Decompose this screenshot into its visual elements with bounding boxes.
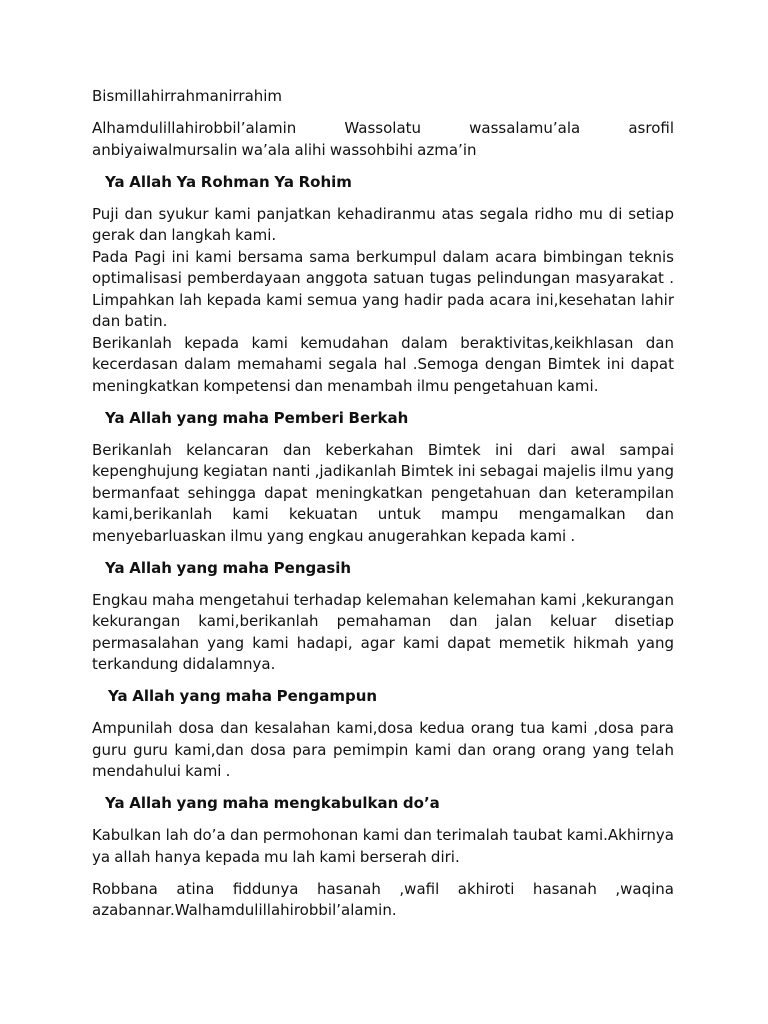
section-heading: Ya Allah yang maha mengkabulkan do’a — [105, 794, 440, 812]
body-paragraph: Engkau maha mengetahui terhadap kelemahan kelemahan kami ,kekurangan kekurangan kami,berikanlah pemahaman dan jalan keluar disetiap permasalahan yang kami hadapi, agar kami dapat memetik hikmah yang terkandung didalamnya. — [92, 590, 674, 673]
opening-line: Bismillahirrahmanirrahim — [92, 87, 283, 105]
section-heading: Ya Allah yang maha Pemberi Berkah — [105, 408, 409, 427]
body-paragraph: Berikanlah kelancaran dan keberkahan Bimtek ini dari awal sampai kepenghujung kegiatan nanti ,jadikanlah Bimtek ini sebagai majelis ilmu yang bermanfaat sehingga dapat meningkatkan pengetahuan dan keterampilan kami,berikanlah kami kekuatan untuk mampu mengamalkan dan menyebarluaskan ilmu yang engkau anugerahkan kepada kami . — [92, 440, 674, 545]
section-heading: Ya Allah Ya Rohman Ya Rohim — [105, 172, 352, 191]
body-paragraph: Puji dan syukur kami panjatkan kehadiranmu atas segala ridho mu di setiap gerak dan langkah kami. — [92, 204, 674, 244]
section-heading: Ya Allah yang maha Pengasih — [105, 558, 352, 577]
greeting-line: anbiyaiwalmursalin wa’ala alihi wassohbihi azma’in — [92, 140, 477, 159]
section-heading: Ya Allah yang maha Pengampun — [108, 687, 378, 705]
body-paragraph: Ampunilah dosa dan kesalahan kami,dosa kedua orang tua kami ,dosa para guru guru kami,dan dosa para pemimpin kami dan orang orang yang telah mendahului kami . — [92, 719, 674, 780]
body-paragraph: Pada Pagi ini kami bersama sama berkumpul dalam acara bimbingan teknis optimalisasi pemberdayaan anggota satuan tugas pelindungan masyarakat . Limpahkan lah kepada kami semua yang hadir pada acara ini,kesehatan lahir dan batin. — [92, 247, 674, 330]
body-paragraph: Berikanlah kepada kami kemudahan dalam beraktivitas,keikhlasan dan kecerdasan dalam memahami segala hal .Semoga dengan Bimtek ini dapat meningkatkan kompetensi dan menambah ilmu pengetahuan kami. — [92, 333, 674, 395]
greeting-line: Alhamdulillahirobbil’alamin Wassolatu wassalamu’ala asrofil — [92, 119, 674, 137]
document-page — [92, 86, 674, 932]
greeting-paragraph — [92, 118, 674, 161]
closing-paragraph: Robbana atina fiddunya hasanah ,wafil akhiroti hasanah ,waqina azabannar.Walhamdulillahirobbil’alamin. — [92, 879, 674, 919]
body-paragraph: Kabulkan lah do’a dan permohonan kami dan terimalah taubat kami.Akhirnya ya allah hanya kepada mu lah kami berserah diri. — [92, 826, 674, 866]
